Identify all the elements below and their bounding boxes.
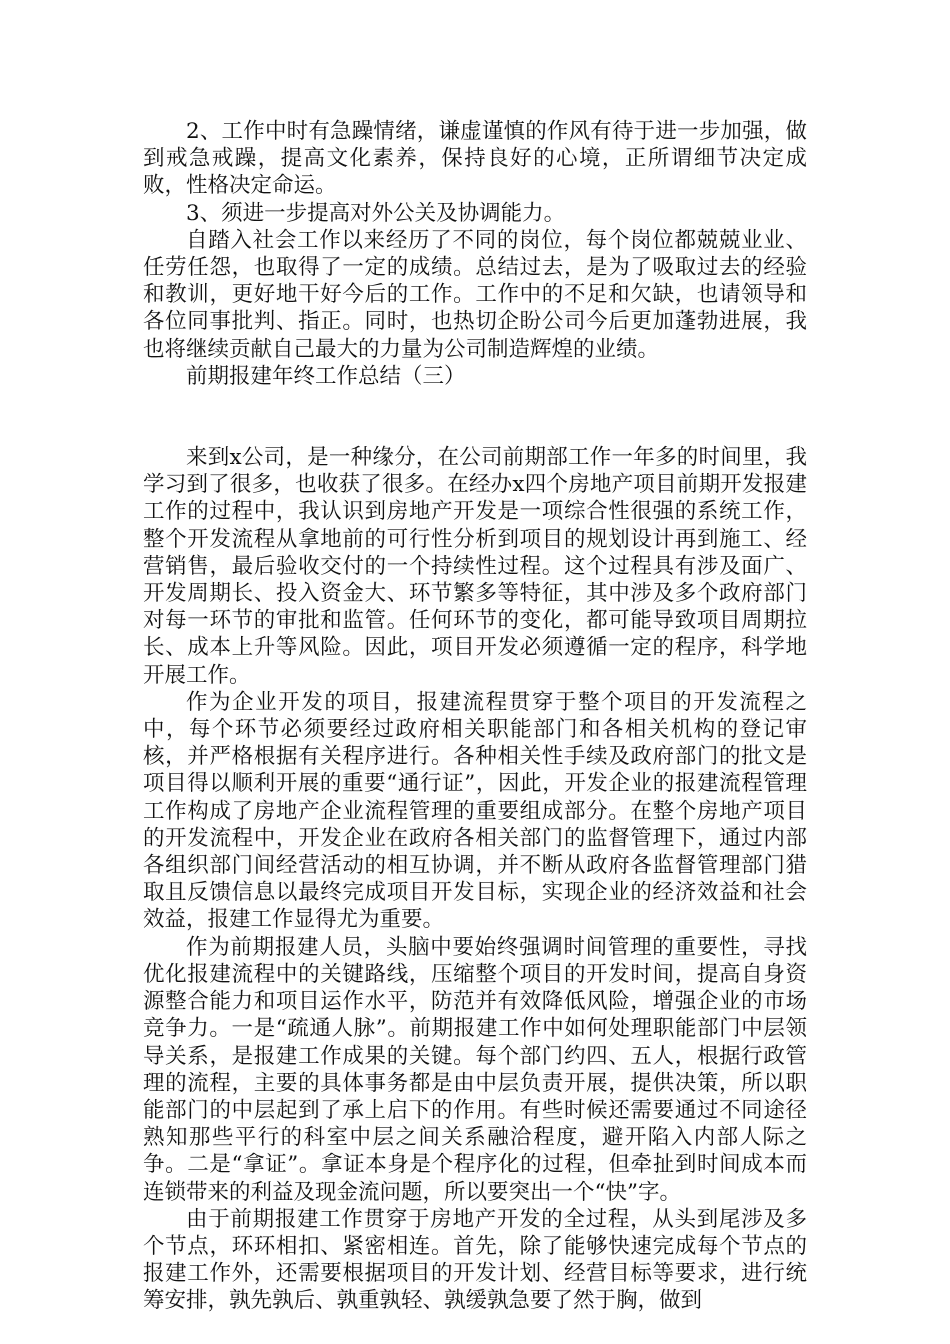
paragraph-process: 作为企业开发的项目，报建流程贯穿于整个项目的开发流程之中，每个环节必须要经过政府相关职能部门和各相关机构的登记审核，并严格根据有关程序进行。各种相关性手续及政府部门的批文是项目得以顺利开展的重要“通行证”，因此，开发企业的报建流程管理工作构成了房地产企业流程管理的重要组成部分。在整个房地产项目的开发流程中，开发企业在政府各相关部门的监督管理下，通过内部各组织部门间经营活动的相互协调，并不断从政府各监督管理部门猎取且反馈信息以最终完成项目开发目标，实现企业的经济效益和社会效益，报建工作显得尤为重要。: [143, 689, 807, 933]
paragraph-improvement-3: 3、须进一步提高对外公关及协调能力。: [186, 200, 566, 226]
document-page: [143, 118, 807, 1315]
blank-gap: [143, 390, 807, 444]
paragraph-improvement-2: 2、工作中时有急躁情绪，谦虚谨慎的作风有待于进一步加强，做到戒急戒躁，提高文化素养，保持良好的心境，正所谓细节决定成败，性格决定命运。: [143, 119, 807, 199]
paragraph-closing: 自踏入社会工作以来经历了不同的岗位，每个岗位都兢兢业业、任劳任怨，也取得了一定的成绩。总结过去，是为了吸取过去的经验和教训，更好地干好今后的工作。工作中的不足和欠缺，也请领导和各位同事批判、指正。同时，也热切企盼公司今后更加蓬勃进展，我也将继续贡献自己最大的力量为公司制造辉煌的业绩。: [143, 227, 807, 362]
paragraph-intro: 来到x公司，是一种缘分，在公司前期部工作一年多的时间里，我学习到了很多，也收获了很多。在经办x四个房地产项目前期开发报建工作的过程中，我认识到房地产开发是一项综合性很强的系统工作，整个开发流程从拿地前的可行性分析到项目的规划设计再到施工、经营销售，最后验收交付的一个持续性过程。这个过程具有涉及面广、开发周期长、投入资金大、环节繁多等特征，其中涉及多个政府部门对每一环节的审批和监管。任何环节的变化，都可能导致项目周期拉长、成本上升等风险。因此，项目开发必须遵循一定的程序，科学地开展工作。: [143, 445, 807, 688]
paragraph-time-management: 作为前期报建人员，头脑中要始终强调时间管理的重要性，寻找优化报建流程中的关键路线，压缩整个项目的开发时间，提高自身资源整合能力和项目运作水平，防范并有效降低风险，增强企业的市场竞争力。一是“疏通人脉”。前期报建工作中如何处理职能部门中层领导关系，是报建工作成果的关键。每个部门约四、五人，根据行政管理的流程，主要的具体事务都是由中层负责开展，提供决策，所以职能部门的中层起到了承上启下的作用。有些时候还需要通过不同途径熟知那些平行的科室中层之间关系融洽程度，避开陷入内部人际之争。二是“拿证”。拿证本身是个程序化的过程，但牵扯到时间成本而连锁带来的利益及现金流问题，所以要突出一个“快”字。: [143, 934, 807, 1205]
section-title: 前期报建年终工作总结（三）: [186, 363, 466, 389]
paragraph-coordination: 由于前期报建工作贯穿于房地产开发的全过程，从头到尾涉及多个节点，环环相扣、紧密相连。首先，除了能够快速完成每个节点的报建工作外，还需要根据项目的开发计划、经营目标等要求，进行统筹安排，孰先孰后、孰重孰轻、孰缓孰急要了然于胸，做到: [143, 1206, 807, 1314]
